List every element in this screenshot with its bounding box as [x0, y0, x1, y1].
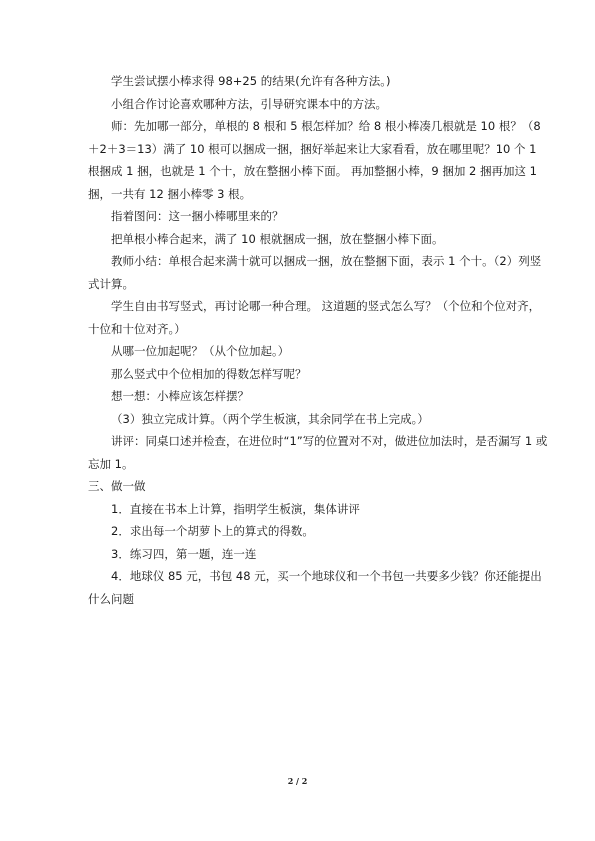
paragraph-3: 师：先加哪一部分，单根的 8 根和 5 根怎样加？给 8 根小棒凑几根就是 10 根？（8＋2＋3＝13）满了 10 根可以捆成一捆，捆好举起来让大家看看，放在哪里呢？10 个 1 根捆成 1 捆，也就是 1 个十，放在整捆小棒下面。 再加整捆小棒，9 捆加 2 捆再加这 1 捆，一共有 12 捆小棒零 3 根。: [88, 119, 541, 201]
paragraph-8: 从哪一位加起呢？（从个位加起。）: [111, 344, 290, 358]
paragraph-6: 教师小结：单根合起来满十就可以捆成一捆，放在整捆下面，表示 1 个十。（2）列竖式计算。: [88, 254, 542, 291]
paragraph-9: 那么竖式中个位相加的得数怎样写呢？: [111, 366, 307, 381]
exercise-item-2: 2．求出每一个胡萝卜上的算式的得数。: [111, 524, 314, 538]
document-body: [88, 70, 550, 610]
paragraph-12: 讲评：同桌口述并检查，在进位时“1”写的位置对不对，做进位加法时，是否漏写 1 或忘加 1。: [88, 434, 548, 471]
paragraph-5: 把单根小棒合起来，满了 10 根就捆成一捆，放在整捆小棒下面。: [111, 231, 444, 246]
paragraph-2: 小组合作讨论喜欢哪种方法，引导研究课本中的方法。: [111, 96, 387, 111]
page-number: 2 / 2: [287, 776, 308, 786]
section-heading: 三、做一做: [88, 479, 146, 493]
exercise-item-3: 3．练习四，第一题，连一连: [111, 546, 257, 561]
exercise-item-1: 1．直接在书本上计算，指明学生板演，集体讲评: [111, 501, 360, 516]
paragraph-7: 学生自由书写竖式，再讨论哪一种合理。 这道题的竖式怎么写？（个位和个位对齐，十位和十位对齐。）: [88, 299, 541, 336]
exercise-item-4: 4．地球仪 85 元，书包 48 元，买一个地球仪和一个书包一共要多少钱？你还能提出什么问题: [88, 569, 542, 606]
paragraph-11: （3）独立完成计算。（两个学生板演，其余同学在书上完成。）: [111, 411, 429, 426]
paragraph-1: 学生尝试摆小棒求得 98+25 的结果(允许有各种方法。): [111, 74, 391, 88]
paragraph-4: 指着图问：这一捆小棒哪里来的？: [111, 209, 284, 223]
paragraph-10: 想一想：小棒应该怎样摆？: [111, 389, 249, 403]
